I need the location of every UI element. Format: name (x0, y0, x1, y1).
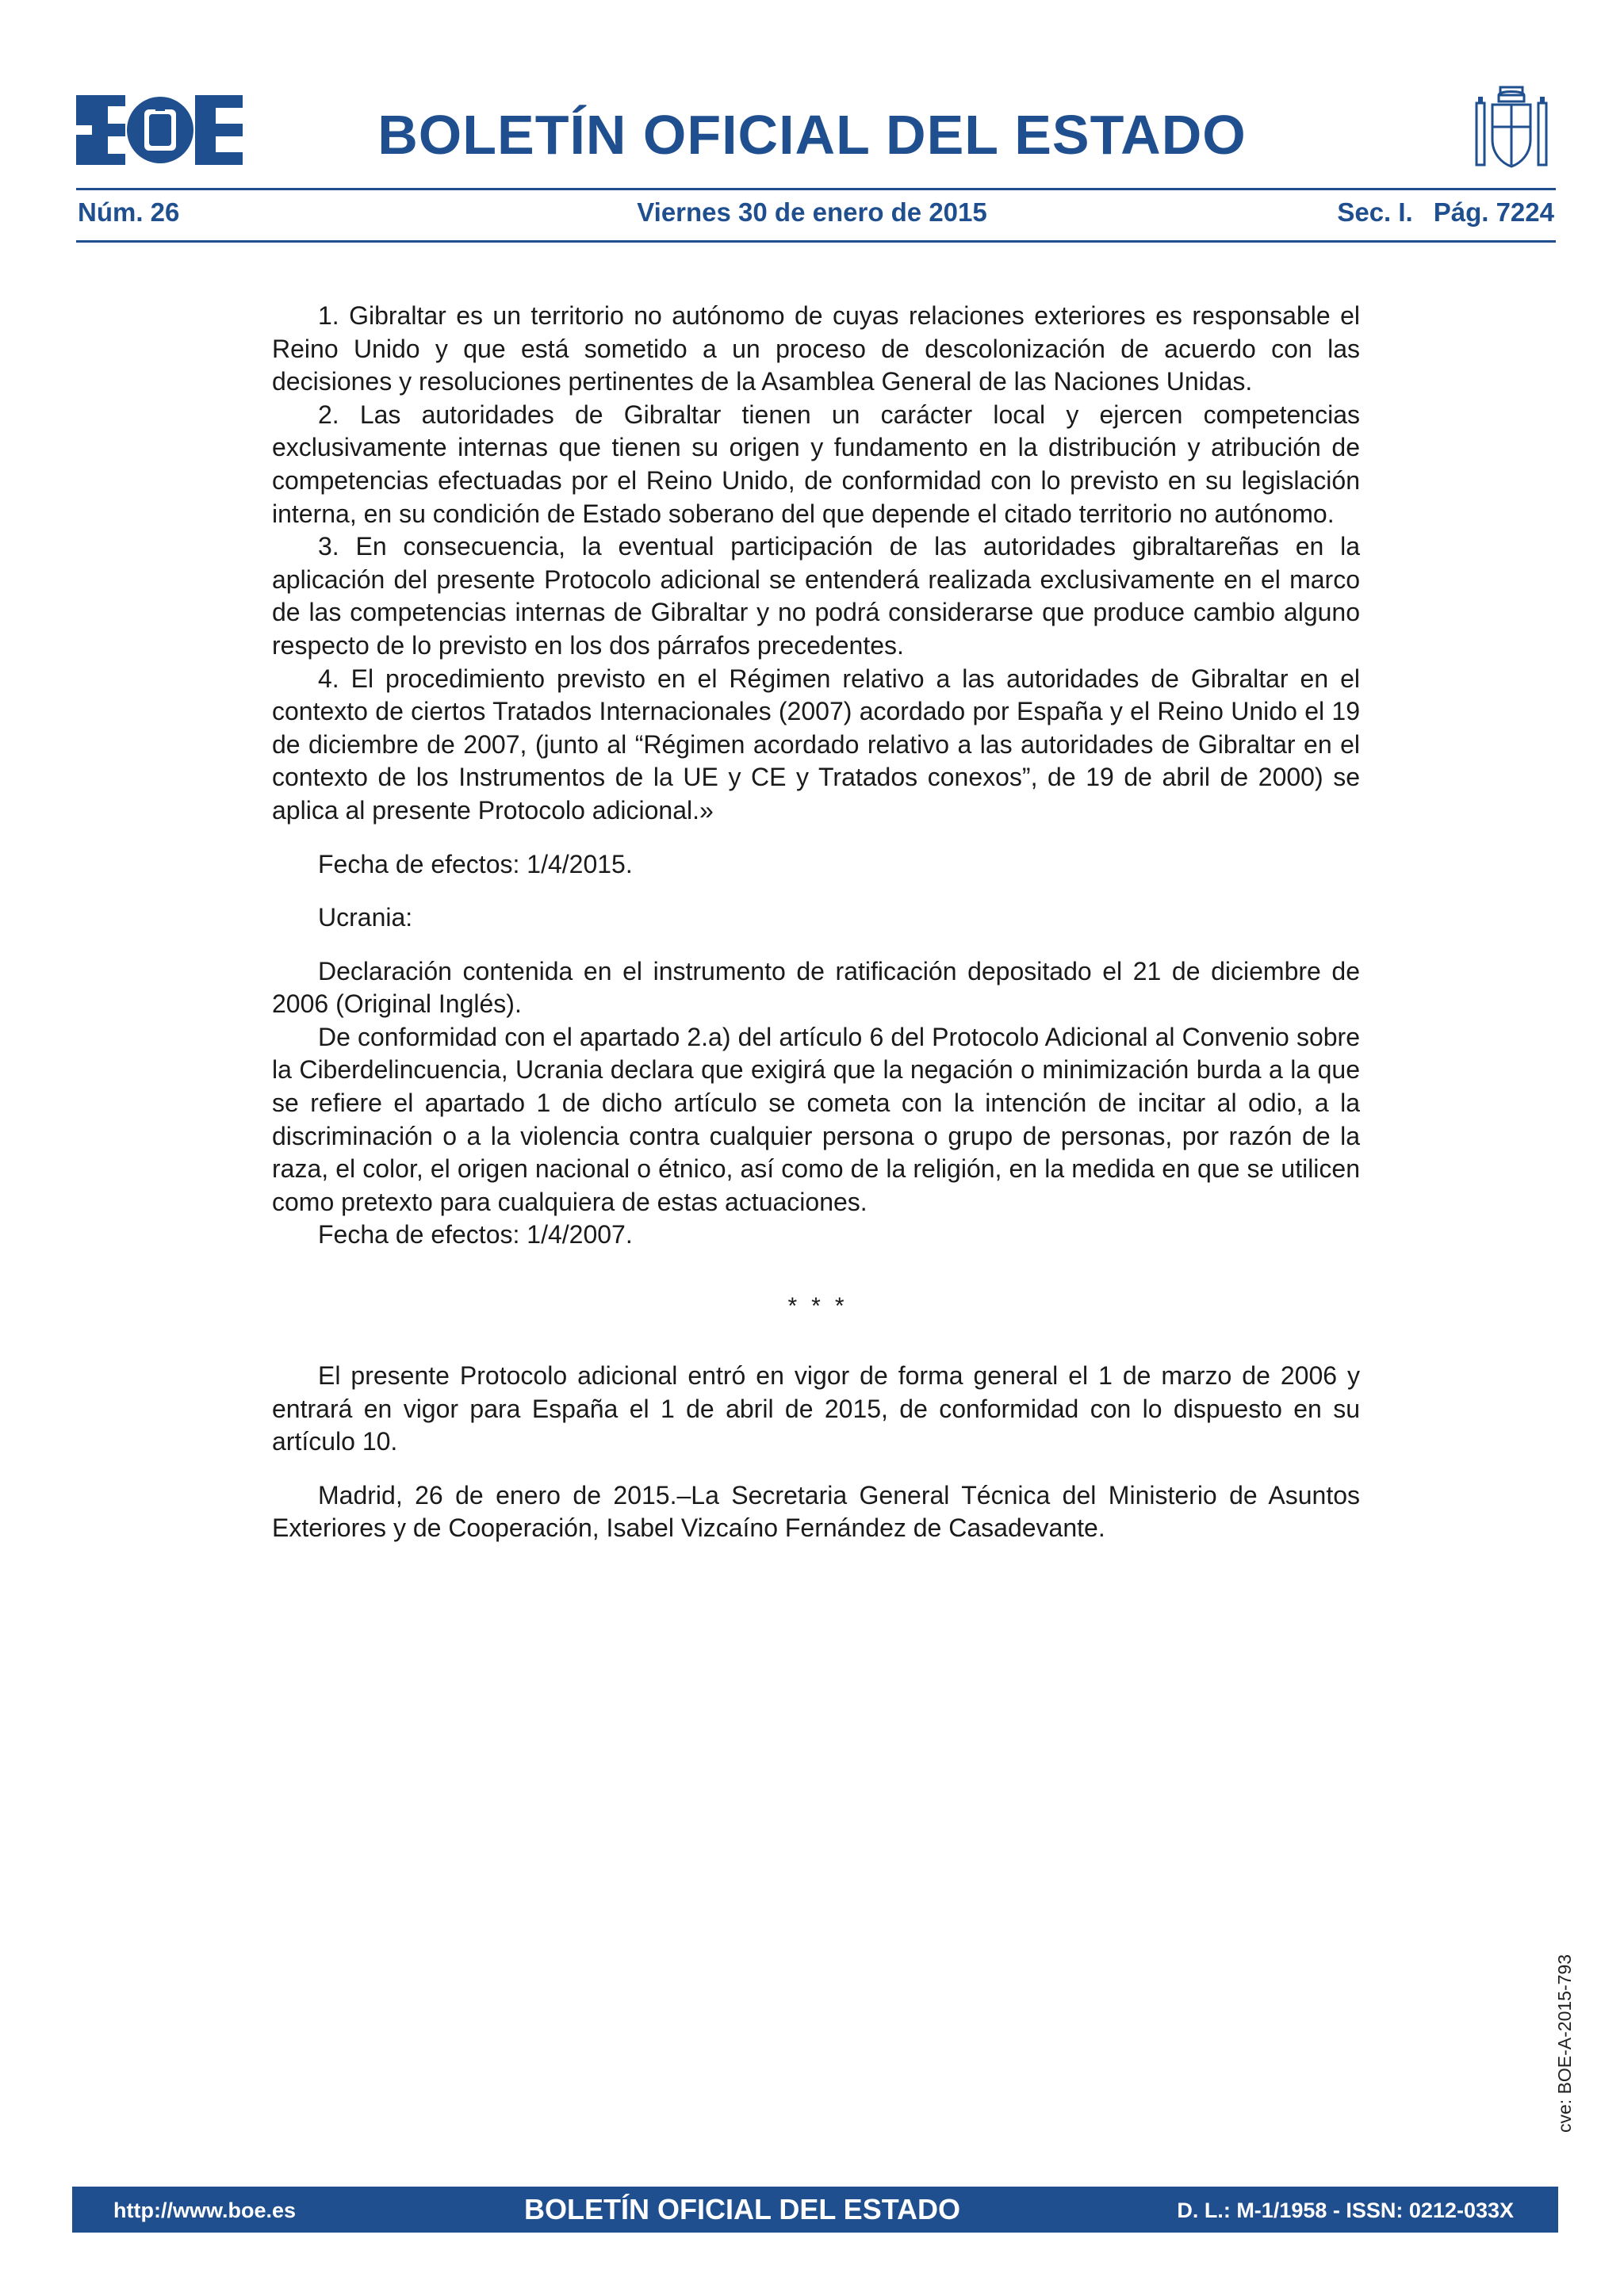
header-divider-bottom (76, 240, 1556, 243)
separator-star: * (787, 1293, 798, 1320)
separator-star: * (811, 1293, 821, 1320)
firma: Madrid, 26 de enero de 2015.–La Secretaria General Técnica del Ministerio de Asuntos Exteriores y de Cooperación, Isabel Vizcaíno Fernández de Casadevante. (272, 1480, 1360, 1543)
section-label: Sec. I. (1337, 197, 1413, 227)
section-page (1337, 197, 1554, 228)
document-body (272, 300, 1360, 1545)
page-number: Pág. 7224 (1433, 197, 1554, 227)
footer-bar (72, 2187, 1558, 2233)
fecha-efectos-gibraltar: Fecha de efectos: 1/4/2015. (318, 849, 633, 878)
paragraph-3: 3. En consecuencia, la eventual participación de las autoridades gibraltareñas en la aplicación del presente Protocolo adicional se entenderá realizada exclusivamente en el marco de las competencias internas de Gibraltar y no podrá considerarse que produce cambio alguno respecto de lo previsto en los dos párrafos precedentes. (272, 532, 1360, 660)
cve-identifier: cve: BOE-A-2015-793 (1554, 1954, 1575, 2133)
separator-star: * (834, 1293, 845, 1320)
ucrania-heading: Ucrania: (318, 903, 413, 932)
page-title: BOLETÍN OFICIAL DEL ESTADO (377, 104, 1247, 166)
issue-number: Núm. 26 (78, 197, 180, 227)
footer-title: BOLETÍN OFICIAL DEL ESTADO (524, 2193, 961, 2225)
footer-url-link[interactable]: http://www.boe.es (113, 2198, 297, 2222)
spain-coat-of-arms-icon (1469, 81, 1554, 176)
paragraph-1: 1. Gibraltar es un territorio no autónomo de cuyas relaciones exteriores es responsable el Reino Unido y que está sometido a un proceso de descolonización de acuerdo con las decisiones y resoluciones pertinentes de la Asamblea General de las Naciones Unidas. (272, 301, 1360, 396)
paragraph-4: 4. El procedimiento previsto en el Régimen relativo a las autoridades de Gibraltar en el contexto de ciertos Tratados Internacionales (2007) acordado por España y el Reino Unido el 19 de diciembre de 2007, (junto al “Régimen acordado relativo a las autoridades de Gibraltar en el contexto de los Instrumentos de la UE y CE y Tratados conexos”, de 19 de abril de 2000) se aplica al presente Protocolo adicional.» (272, 664, 1360, 825)
section-separator (272, 1293, 1360, 1320)
conformidad-ucrania: De conformidad con el apartado 2.a) del artículo 6 del Protocolo Adicional al Convenio sobre la Ciberdelincuencia, Ucrania declara que exigirá que la negación o minimización burda a la que se refiere el apartado 1 de dicho artículo se cometa con la intención de incitar al odio, a la discriminación o a la violencia contra cualquier persona o grupo de personas, por razón de la raza, el color, el origen nacional o étnico, así como de la religión, en la medida en que se utilicen como pretexto para cualquiera de estas actuaciones. (272, 1022, 1360, 1216)
entrada-en-vigor: El presente Protocolo adicional entró en vigor de forma general el 1 de marzo de 2006 y entrará en vigor para España el 1 de abril de 2015, de conformidad con lo dispuesto en su artículo 10. (272, 1361, 1360, 1456)
header-divider-top (76, 188, 1556, 190)
paragraph-2: 2. Las autoridades de Gibraltar tienen un carácter local y ejercen competencias exclusivamente internas que tienen su origen y fundamento en la distribución y atribución de competencias efectuadas por el Reino Unido, de conformidad con lo previsto en su legislación interna, en su condición de Estado soberano del que depende el citado territorio no autónomo. (272, 400, 1360, 528)
footer-legal-deposit: D. L.: M-1/1958 - ISSN: 0212-033X (1177, 2198, 1514, 2222)
issue-date: Viernes 30 de enero de 2015 (637, 197, 987, 227)
declaracion-ucrania: Declaración contenida en el instrumento de ratificación depositado el 21 de diciembre de 2006 (Original Inglés). (272, 956, 1360, 1019)
fecha-efectos-ucrania: Fecha de efectos: 1/4/2007. (318, 1220, 633, 1249)
